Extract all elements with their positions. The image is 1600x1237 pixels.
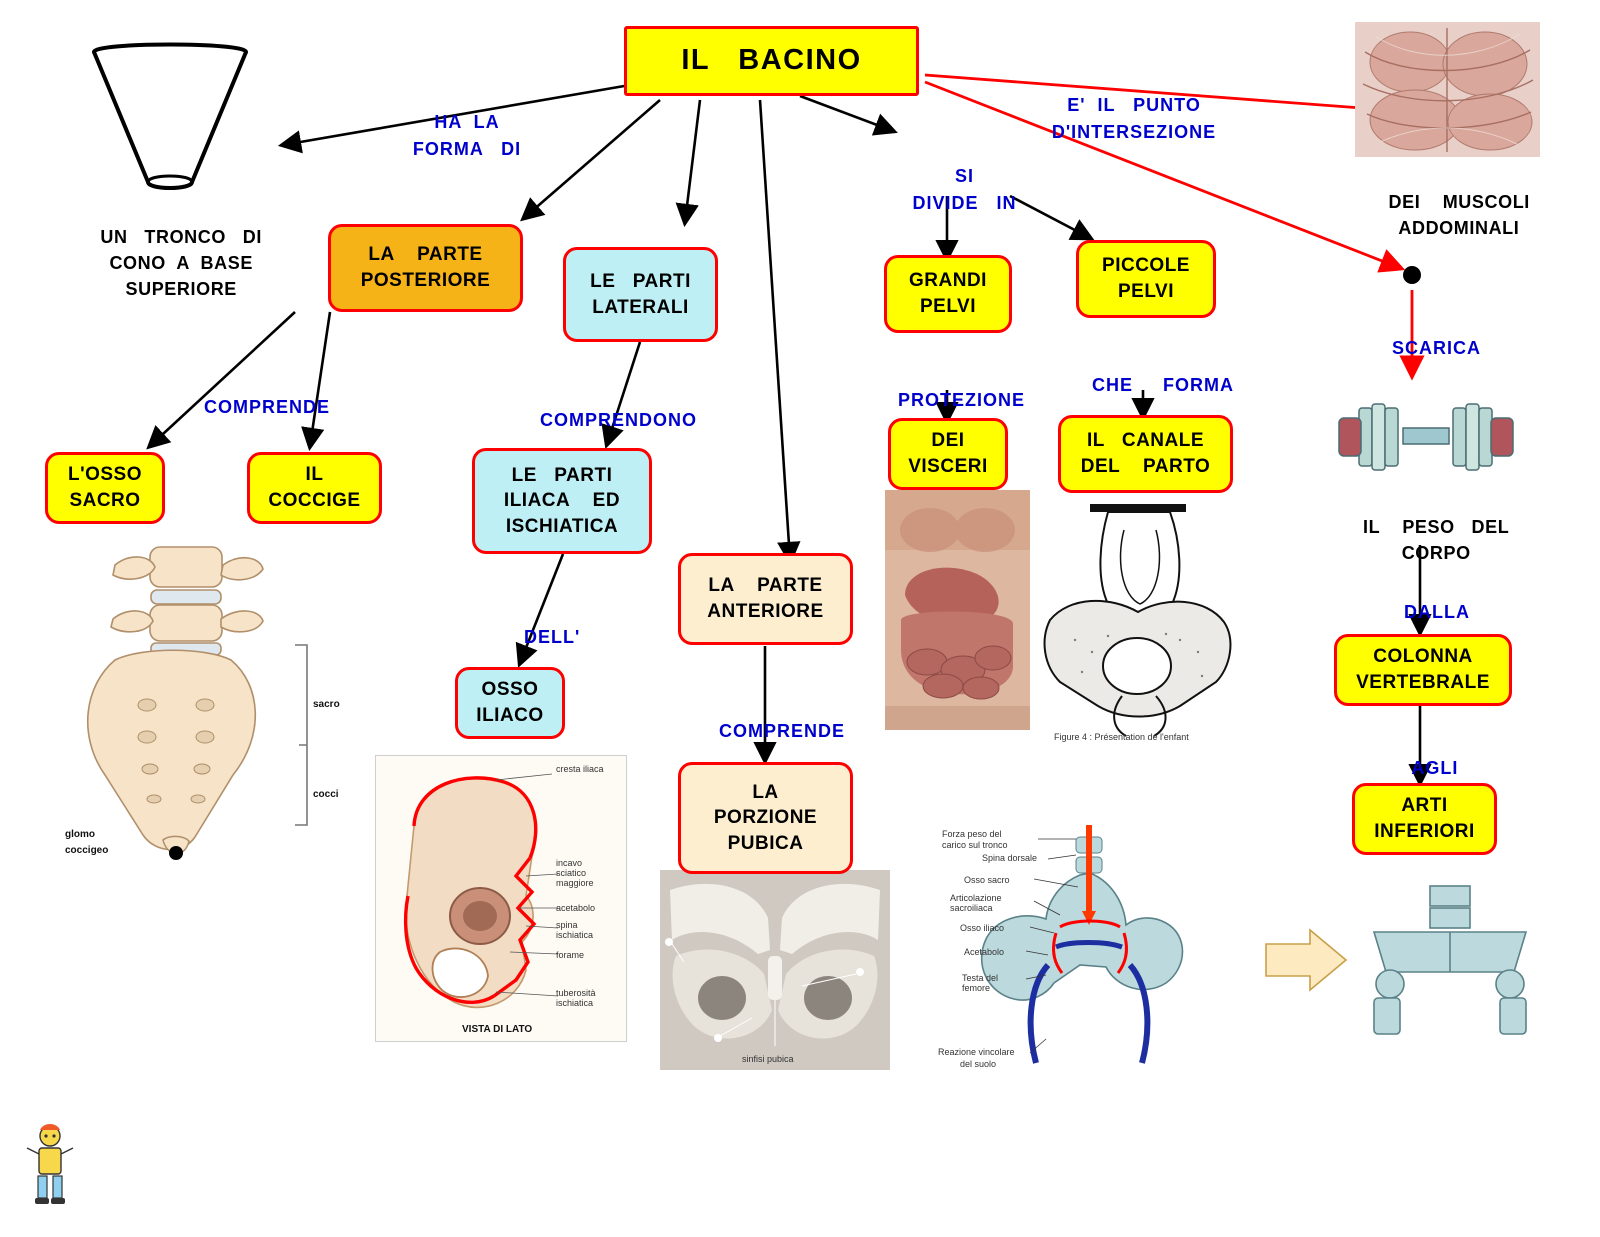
node-line-2: PORZIONE <box>713 807 818 829</box>
caption-line-2: CONO A BASE <box>109 253 253 274</box>
label-line-1: COMPRENDE <box>719 721 846 741</box>
label-scarica <box>1368 308 1482 389</box>
mascot-figure <box>25 1120 75 1210</box>
node-line-1: LA PARTE <box>368 244 483 266</box>
svg-text:Testa del: Testa del <box>962 973 999 983</box>
label-line-1: DELL' <box>524 627 581 647</box>
svg-text:carico sul tronco: carico sul tronco <box>942 840 1008 850</box>
schematic-pelvis-diagram <box>1262 880 1552 1040</box>
node-line-3: ISCHIATICA <box>505 515 619 537</box>
node-la-porzione-pubica[interactable] <box>678 762 853 874</box>
label-line-2: D'INTERSEZIONE <box>1051 122 1217 142</box>
node-line-3: PUBICA <box>727 832 804 854</box>
svg-text:Osso sacro: Osso sacro <box>964 875 1010 885</box>
node-line-2: COCCIGE <box>268 490 361 511</box>
iliac-bone-illustration <box>375 755 627 1042</box>
svg-text:incavo: incavo <box>556 858 583 868</box>
label-agli <box>1388 728 1458 809</box>
node-line-2: PELVI <box>920 296 976 317</box>
svg-text:forame: forame <box>556 950 585 960</box>
svg-text:ischiatica: ischiatica <box>556 998 594 1008</box>
label-line-1: HA LA <box>434 112 500 132</box>
svg-text:glomo: glomo <box>65 829 95 840</box>
caption-line-2: CORPO <box>1401 543 1471 564</box>
node-le-parti-iliaca-ed-ischiatica[interactable] <box>472 448 652 554</box>
junction-dot <box>1403 266 1421 284</box>
label-protezione <box>874 360 1026 441</box>
label-line-1: COMPRENDE <box>204 397 331 417</box>
label-che-forma <box>1068 345 1235 426</box>
svg-text:coccigeo: coccigeo <box>65 845 109 856</box>
svg-text:Forza peso del: Forza peso del <box>942 829 1002 839</box>
caption-peso-del-corpo <box>1320 488 1530 592</box>
node-line-2: DEL PARTO <box>1080 456 1211 477</box>
svg-text:femore: femore <box>962 983 991 993</box>
childbirth-illustration <box>1030 500 1245 745</box>
node-il-coccige[interactable] <box>247 452 382 524</box>
node-line-2: ILIACA ED <box>503 490 621 512</box>
label-comprende-anteriore <box>695 691 846 772</box>
node-line-1: IL <box>305 464 324 486</box>
node-line-1: LE PARTI <box>590 270 691 292</box>
svg-text:del suolo: del suolo <box>960 1059 997 1069</box>
label-dell <box>500 597 580 678</box>
abdominal-muscles-image <box>1355 22 1540 157</box>
svg-text:Spina dorsale: Spina dorsale <box>982 853 1038 863</box>
svg-text:tuberosità: tuberosità <box>556 988 596 998</box>
label-line-1: CHE FORMA <box>1092 375 1235 395</box>
svg-text:Osso iliaco: Osso iliaco <box>960 923 1005 933</box>
svg-text:Articolazione: Articolazione <box>950 893 1002 903</box>
label-line-2: DIVIDE IN <box>912 193 1017 213</box>
svg-text:VISTA DI LATO: VISTA DI LATO <box>462 1024 533 1035</box>
node-line-2: PELVI <box>1118 281 1174 302</box>
svg-text:sacro: sacro <box>313 699 340 710</box>
svg-text:sinfisi pubica: sinfisi pubica <box>742 1054 794 1064</box>
sacrum-illustration <box>55 535 365 875</box>
truncated-cone-illustration <box>80 40 260 195</box>
label-comprendono <box>516 380 698 461</box>
node-line-1: COLONNA <box>1373 646 1473 668</box>
viscera-image <box>885 490 1030 730</box>
label-si-divide-in <box>880 136 1025 244</box>
node-line-1: PICCOLE <box>1102 255 1190 277</box>
svg-text:Reazione vincolare: Reazione vincolare <box>938 1047 1015 1057</box>
node-la-parte-posteriore[interactable] <box>328 224 523 312</box>
svg-text:acetabolo: acetabolo <box>556 903 596 913</box>
node-le-parti-laterali[interactable] <box>563 247 718 342</box>
node-line-1: L'OSSO <box>67 464 143 486</box>
label-line-1: SI <box>955 166 975 186</box>
label-line-1: PROTEZIONE <box>898 390 1026 410</box>
node-line-2: POSTERIORE <box>360 270 491 291</box>
caption-tronco-di-cono <box>55 198 285 328</box>
caption-line-1: IL PESO DEL <box>1363 517 1510 538</box>
node-line-1: GRANDI <box>909 270 987 292</box>
caption-line-1: DEI MUSCOLI <box>1388 192 1530 213</box>
label-line-1: E' IL PUNTO <box>1067 95 1201 115</box>
label-ha-la-forma-di <box>380 82 530 190</box>
node-line-1: IL CANALE <box>1086 430 1205 452</box>
node-label: IL BACINO <box>681 44 862 77</box>
label-line-1: AGLI <box>1411 758 1459 778</box>
svg-text:maggiore: maggiore <box>556 878 594 888</box>
node-grandi-pelvi[interactable] <box>884 255 1012 333</box>
svg-text:ischiatica: ischiatica <box>556 930 594 940</box>
caption-muscoli-addominali <box>1338 163 1558 267</box>
node-line-1: DEI <box>931 430 965 452</box>
node-line-2: LATERALI <box>592 296 689 318</box>
svg-text:sciatico: sciatico <box>556 868 587 878</box>
svg-text:cocci: cocci <box>313 789 339 800</box>
node-il-canale-del-parto[interactable] <box>1058 415 1233 493</box>
caption-line-2: ADDOMINALI <box>1398 218 1520 239</box>
label-line-1: DALLA <box>1404 602 1471 622</box>
caption-line-3: SUPERIORE <box>125 279 237 300</box>
node-la-parte-anteriore[interactable] <box>678 553 853 645</box>
svg-text:cresta iliaca: cresta iliaca <box>556 764 604 774</box>
pubic-symphysis-image <box>660 870 890 1070</box>
label-e-il-punto-dintersezione <box>1012 65 1232 173</box>
svg-text:Acetabolo: Acetabolo <box>964 947 1005 957</box>
node-il-bacino[interactable] <box>624 26 919 96</box>
dumbbell-illustration <box>1325 390 1525 485</box>
label-line-1: SCARICA <box>1392 338 1482 358</box>
label-comprende-posteriore <box>180 367 331 448</box>
node-piccole-pelvi[interactable] <box>1076 240 1216 318</box>
caption-line-1: UN TRONCO DI <box>100 227 262 248</box>
node-osso-sacro[interactable] <box>45 452 165 524</box>
node-line-2: INFERIORI <box>1374 821 1475 842</box>
node-line-1: ARTI <box>1401 795 1448 817</box>
svg-text:spina: spina <box>556 920 578 930</box>
svg-text:Figure 4 : Présentation de l'e: Figure 4 : Présentation de l'enfant <box>1054 732 1189 742</box>
node-line-1: LA <box>752 781 779 803</box>
node-line-2: ANTERIORE <box>707 601 824 622</box>
node-line-1: OSSO <box>481 679 539 701</box>
node-line-2: VERTEBRALE <box>1356 672 1490 693</box>
label-line-2: FORMA DI <box>412 139 522 159</box>
node-line-2: ILIACO <box>476 705 544 726</box>
pelvis-forces-diagram <box>930 815 1260 1085</box>
label-line-1: COMPRENDONO <box>540 410 698 430</box>
node-line-2: VISCERI <box>908 456 988 477</box>
svg-text:sacroiliaca: sacroiliaca <box>950 903 993 913</box>
node-line-1: LE PARTI <box>511 464 613 486</box>
node-line-1: LA PARTE <box>708 575 823 597</box>
node-line-2: SACRO <box>69 490 141 511</box>
